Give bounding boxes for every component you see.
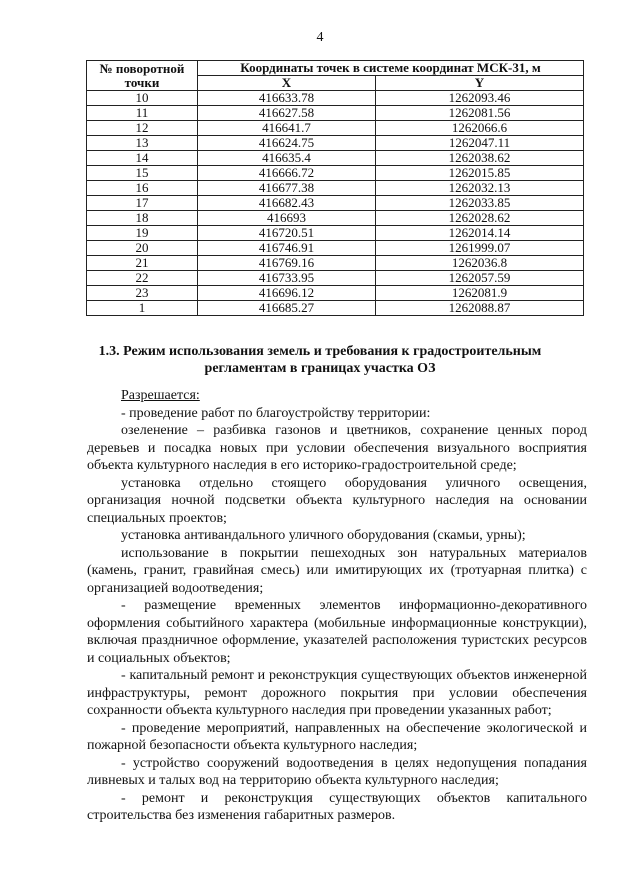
table-row [87,271,584,286]
section-title [0,343,640,377]
table-row [87,196,584,211]
cell-y: 1262014.14 [376,226,584,241]
table-row [87,106,584,121]
table-row [87,136,584,151]
section-title-line-1: 1.3. Режим использования земель и требования к градостроительным [98,344,542,359]
header-x: X [198,76,376,91]
cell-point: 18 [87,211,198,226]
table-row [87,151,584,166]
cell-x: 416677.38 [198,181,376,196]
paragraph: - проведение мероприятий, направленных на обеспечение экологической и пожарной безопасности объекта культурного наследия; [87,720,587,753]
cell-y: 1262036.8 [376,256,584,271]
table-row [87,241,584,256]
table-row [87,181,584,196]
paragraph: - устройство сооружений водоотведения в целях недопущения попадания ливневых и талых вод на территорию объекта культурного наследия; [87,755,587,788]
cell-x: 416627.58 [198,106,376,121]
table-row [87,226,584,241]
cell-point: 13 [87,136,198,151]
table-row [87,286,584,301]
page-number: 4 [316,30,324,45]
cell-y: 1262015.85 [376,166,584,181]
cell-point: 11 [87,106,198,121]
paragraph: использование в покрытии пешеходных зон натуральных материалов (камень, гранит, гравийная смесь) или имитирующих их (тротуарная плитка) с организацией водоотведения; [87,545,587,596]
cell-x: 416746.91 [198,241,376,256]
section-title-line-2: регламентам в границах участка ОЗ [204,361,436,376]
coordinates-table [86,60,584,316]
table-row [87,301,584,316]
paragraph: озеленение – разбивка газонов и цветников, сохранение ценных пород деревьев и посадка новых при условии обеспечения визуального восприятия объекта культурного наследия в его историко-градостроительной среде; [87,423,587,473]
cell-y: 1262032.13 [376,181,584,196]
header-point-number: № поворотной точки [87,61,198,91]
cell-point: 21 [87,256,198,271]
cell-x: 416696.12 [198,286,376,301]
cell-point: 20 [87,241,198,256]
cell-y: 1262038.62 [376,151,584,166]
cell-x: 416635.4 [198,151,376,166]
paragraph: установка антивандального уличного оборудования (скамьи, урны); [121,528,526,543]
cell-point: 23 [87,286,198,301]
cell-y: 1262066.6 [376,121,584,136]
table-row [87,211,584,226]
cell-point: 17 [87,196,198,211]
table-row [87,166,584,181]
cell-y: 1262057.59 [376,271,584,286]
cell-y: 1262047.11 [376,136,584,151]
header-y: Y [376,76,584,91]
cell-point: 12 [87,121,198,136]
cell-x: 416693 [198,211,376,226]
cell-x: 416641.7 [198,121,376,136]
table-row [87,91,584,106]
cell-x: 416666.72 [198,166,376,181]
cell-point: 10 [87,91,198,106]
paragraph: - капитальный ремонт и реконструкция существующих объектов инженерной инфраструктуры, ремонт дорожного покрытия при условии обеспечения сохранности объекта культурного наследия при проведении указанных работ; [87,668,587,718]
header-coordinates: Координаты точек в системе координат МСК-31, м [198,61,584,76]
cell-y: 1262088.87 [376,301,584,316]
cell-x: 416624.75 [198,136,376,151]
cell-point: 16 [87,181,198,196]
paragraph: - проведение работ по благоустройству территории: [121,405,431,421]
cell-y: 1262033.85 [376,196,584,211]
cell-point: 1 [87,301,198,316]
section-body [87,387,587,825]
paragraph: установка отдельно стоящего оборудования уличного освещения, организация ночной подсветки объекта культурного наследия на основании специальных проектов; [87,475,587,526]
cell-x: 416685.27 [198,301,376,316]
cell-point: 15 [87,166,198,181]
cell-point: 14 [87,151,198,166]
paragraph: - размещение временных элементов информационно-декоративного оформления событийного характера (мобильные информационные конструкции), включая праздничное оформление, указателей расположения туристских ресурсов и социальных объектов; [87,598,587,666]
table-row [87,256,584,271]
cell-x: 416769.16 [198,256,376,271]
cell-point: 22 [87,271,198,286]
cell-x: 416720.51 [198,226,376,241]
allowed-label: Разрешается: [121,388,200,403]
cell-y: 1262093.46 [376,91,584,106]
cell-y: 1262081.56 [376,106,584,121]
cell-x: 416682.43 [198,196,376,211]
cell-x: 416633.78 [198,91,376,106]
coordinates-table-body [87,91,584,316]
cell-y: 1262028.62 [376,211,584,226]
cell-y: 1262081.9 [376,286,584,301]
paragraph: - ремонт и реконструкция существующих объектов капитального строительства без изменения габаритных размеров. [87,790,587,823]
table-row [87,121,584,136]
cell-x: 416733.95 [198,271,376,286]
cell-point: 19 [87,226,198,241]
cell-y: 1261999.07 [376,241,584,256]
